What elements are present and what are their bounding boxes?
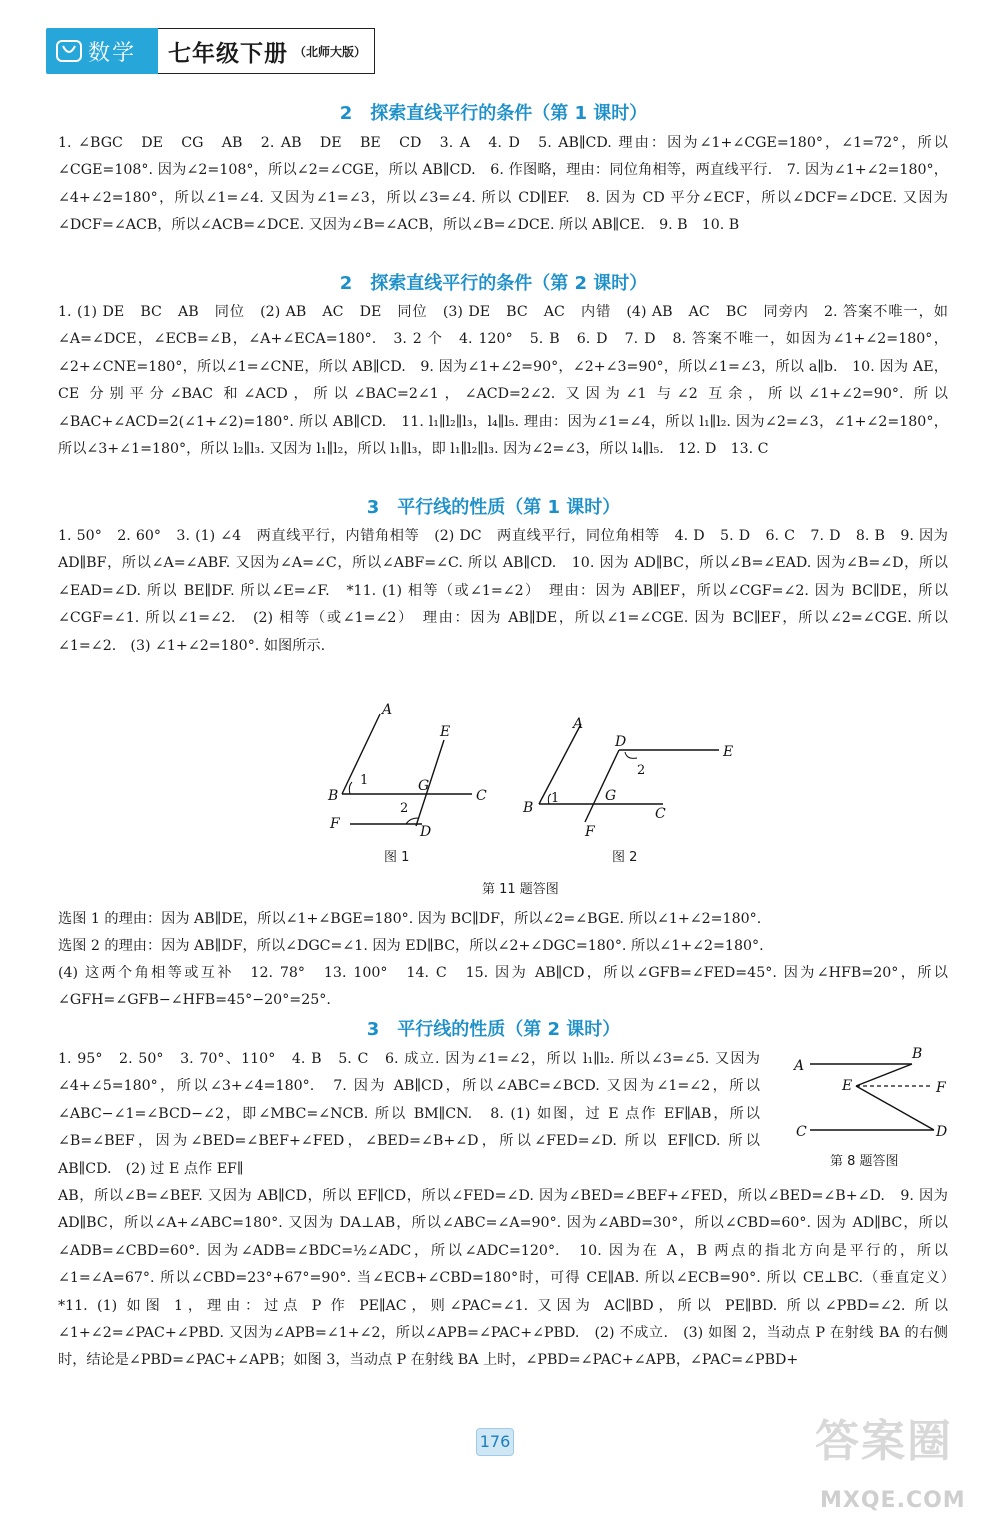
- header: [46, 28, 375, 74]
- leaf-icon: [56, 40, 82, 62]
- fig8-label-B: B: [912, 1046, 923, 1062]
- fig1-label-G: G: [418, 778, 430, 794]
- section-body-4-wrapped: 1. 95° 2. 50° 3. 70°、110° 4. B 5. C 6. 成立. 因为∠1=∠2，所以 l₁∥l₂. 所以∠3=∠5. 又因为∠4+∠5=180°，所以∠3+∠4=180°. 7. 因为 AB∥CD，所以∠ABC=∠BCD. 又因为∠1=∠2，所以∠ABC−∠1=∠BCD−∠2，即∠MBC=∠NCB. 所以 BM∥CN. 8. (1) 如图，过 E 点作 EF∥AB，所以∠B=∠BEF，因为∠BED=∠BEF+∠FED，∠BED=∠B+∠D，所以∠FED=∠D. 所以 EF∥CD. 所以 AB∥CD. (2) 过 E 点作 EF∥: [58, 1051, 760, 1177]
- fig8-diagram: [790, 1044, 960, 1144]
- fig1-label-A: A: [382, 702, 393, 718]
- section-heading-1: 2 探索直线平行的条件（第 1 课时）: [339, 103, 648, 124]
- fig1-label-B: B: [328, 788, 339, 804]
- fig8-title: 第 8 题答图: [830, 1154, 899, 1169]
- section-body-3-after-3: (4) 这两个角相等或互补 12. 78° 13. 100° 14. C 15. 因为 AB∥CD，所以∠GFB=∠FED=45°. 因为∠HFB=20°，所以∠GFH=∠GFB−∠HFB=45°−20°=25°.: [58, 965, 948, 1009]
- page-number: 176: [476, 1428, 514, 1456]
- header-edition: （北师大版）: [294, 44, 367, 59]
- fig2-label-A: A: [573, 716, 584, 732]
- section-body-3-after-1: 选图 1 的理由：因为 AB∥DE，所以∠1+∠BGE=180°. 因为 BC∥DF，所以∠2=∠BGE. 所以∠1+∠2=180°.: [58, 911, 762, 927]
- fig2-label-2: 2: [637, 763, 646, 778]
- fig8-label-A: A: [794, 1058, 805, 1074]
- fig8-label-D: D: [936, 1124, 948, 1140]
- fig2-label-D: D: [615, 734, 627, 750]
- header-book-title: [158, 28, 375, 74]
- section-heading-4: 3 平行线的性质（第 2 课时）: [366, 1019, 621, 1040]
- header-subject-tab: [46, 28, 158, 74]
- section-heading-2: 2 探索直线平行的条件（第 2 课时）: [339, 273, 648, 294]
- fig1-label-2: 2: [400, 801, 409, 816]
- fig8-label-C: C: [796, 1124, 807, 1140]
- watermark-logo: 答案圈: [815, 1416, 953, 1467]
- fig2-label-C: C: [655, 806, 666, 822]
- section-body-3-after-2: 选图 2 的理由：因为 AB∥DF，所以∠DGC=∠1. 因为 ED∥BC，所以∠2+∠DGC=180°. 所以∠1+∠2=180°.: [58, 938, 764, 954]
- header-grade: 七年级下册: [168, 39, 288, 67]
- section-body-3: 1. 50° 2. 60° 3. (1) ∠4 两直线平行，内错角相等 (2) DC 两直线平行，同位角相等 4. D 5. D 6. C 7. D 8. B 9. 因为 AD∥BF，所以∠A=∠ABF. 又因为∠A=∠C，所以∠ABF=∠C. 所以 AB∥CD. 10. 因为 AD∥BC，所以∠B=∠EAD. 因为∠B=∠D，所以∠EAD=∠D. 所以 BE∥DF. 所以∠E=∠F. *11. (1) 相等（或∠1=∠2） 理由：因为 AB∥EF，所以∠CGF=∠2. 因为 BC∥DE，所以∠CGF=∠1. 所以∠1=∠2. (2) 相等（或∠1=∠2） 理由：因为 AB∥DE，所以∠1=∠CGE. 因为 BC∥EF，所以∠2=∠CGE. 所以∠1=∠2. (3) ∠1+∠2=180°. 如图所示.: [58, 528, 949, 654]
- fig1-label-F: F: [330, 816, 340, 832]
- fig8-label-F: F: [936, 1080, 946, 1096]
- header-subject: 数学: [88, 40, 137, 66]
- fig2-label-F: F: [585, 824, 595, 840]
- section-body-2: 1. (1) DE BC AB 同位 (2) AB AC DE 同位 (3) DE BC AC 内错 (4) AB AC BC 同旁内 2. 答案不唯一，如∠A=∠DCE，∠ECB=∠B，∠A+∠ECA=180°. 3. 2 个 4. 120° 5. B 6. D 7. D 8. 答案不唯一，如因为∠1+∠2=180°，∠2+∠CNE=180°，所以∠1=∠CNE，所以 AB∥CD. 9. 因为∠1+∠2=90°，∠2+∠3=90°，所以∠1=∠3，所以 a∥b. 10. 因为 AE，CE 分别平分∠BAC 和∠ACD，所以∠BAC=2∠1，∠ACD=2∠2. 又因为∠1 与∠2 互余，所以∠1+∠2=90°. 所以∠BAC+∠ACD=2(∠1+∠2)=180°. 所以 AB∥CD. 11. l₁∥l₂∥l₃，l₄∥l₅. 理由：因为∠1=∠4，所以 l₁∥l₂. 因为∠2=∠3，∠1+∠2=180°，所以∠3+∠1=180°，所以 l₂∥l₃. 又因为 l₁∥l₂，所以 l₁∥l₃，即 l₁∥l₂∥l₃. 因为∠2=∠3，所以 l₄∥l₅. 12. D 13. C: [58, 304, 948, 458]
- fig11-diagram-2: [515, 714, 750, 844]
- fig11-caption-1: 图 1: [384, 850, 410, 865]
- fig2-label-B: B: [523, 800, 534, 816]
- watermark-url: MXQE.COM: [820, 1488, 966, 1513]
- section-heading-3: 3 平行线的性质（第 1 课时）: [366, 497, 621, 518]
- fig11-title: 第 11 题答图: [482, 882, 559, 897]
- fig1-label-D: D: [420, 824, 432, 840]
- fig8-label-E: E: [842, 1078, 853, 1094]
- section-body-1: 1. ∠BGC DE CG AB 2. AB DE BE CD 3. A 4. D 5. AB∥CD. 理由：因为∠1+∠CGE=180°，∠1=72°，所以∠CGE=108°. 因为∠2=108°，所以∠2=∠CGE，所以 AB∥CD. 6. 作图略，理由：同位角相等，两直线平行. 7. 因为∠1+∠2=180°，∠4+∠2=180°，所以∠1=∠4. 又因为∠1=∠3，所以∠3=∠4. 所以 CD∥EF. 8. 因为 CD 平分∠ECF，所以∠DCF=∠DCE. 又因为∠DCF=∠ACB，所以∠ACB=∠DCE. 又因为∠B=∠ACB，所以∠B=∠DCE. 所以 AB∥CE. 9. B 10. B: [58, 135, 948, 234]
- fig11-diagram-1: [320, 700, 500, 840]
- fig1-label-C: C: [476, 788, 487, 804]
- fig1-label-E: E: [440, 724, 451, 740]
- fig2-label-G: G: [605, 788, 617, 804]
- fig2-label-E: E: [723, 744, 734, 760]
- section-body-4-full: AB，所以∠B=∠BEF. 又因为 AB∥CD，所以 EF∥CD，所以∠FED=∠D. 因为∠BED=∠BEF+∠FED，所以∠BED=∠B+∠D. 9. 因为 AD∥BC，所以∠A+∠ABC=180°. 又因为 DA⊥AB，所以∠ABC=∠A=90°. 因为∠ABD=30°，所以∠CBD=60°. 因为 AD∥BC，所以∠ADB=∠CBD=60°. 因为∠ADB=∠BDC=½∠ADC，所以∠ADC=120°. 10. 因为在 A，B 两点的指北方向是平行的，所以∠1=∠A=67°. 所以∠CBD=23°+67°=90°. 当∠ECB+∠CBD=180°时，可得 CE∥AB. 所以∠ECB=90°. 所以 CE⊥BC.（垂直定义） *11. (1) 如图 1，理由：过点 P 作 PE∥AC，则∠PAC=∠1. 又因为 AC∥BD，所以 PE∥BD. 所以∠PBD=∠2. 所以∠1+∠2=∠PAC+∠PBD. 又因为∠APB=∠1+∠2，所以∠APB=∠PAC+∠PBD. (2) 不成立. (3) 如图 2，当动点 P 在射线 BA 的右侧时，结论是∠PBD=∠PAC+∠APB；如图 3，当动点 P 在射线 BA 上时，∠PBD=∠PAC+∠APB，∠PAC=∠PBD+: [58, 1188, 963, 1369]
- fig11-caption-2: 图 2: [612, 850, 638, 865]
- fig1-label-1: 1: [360, 773, 369, 788]
- fig2-label-1: 1: [551, 791, 560, 806]
